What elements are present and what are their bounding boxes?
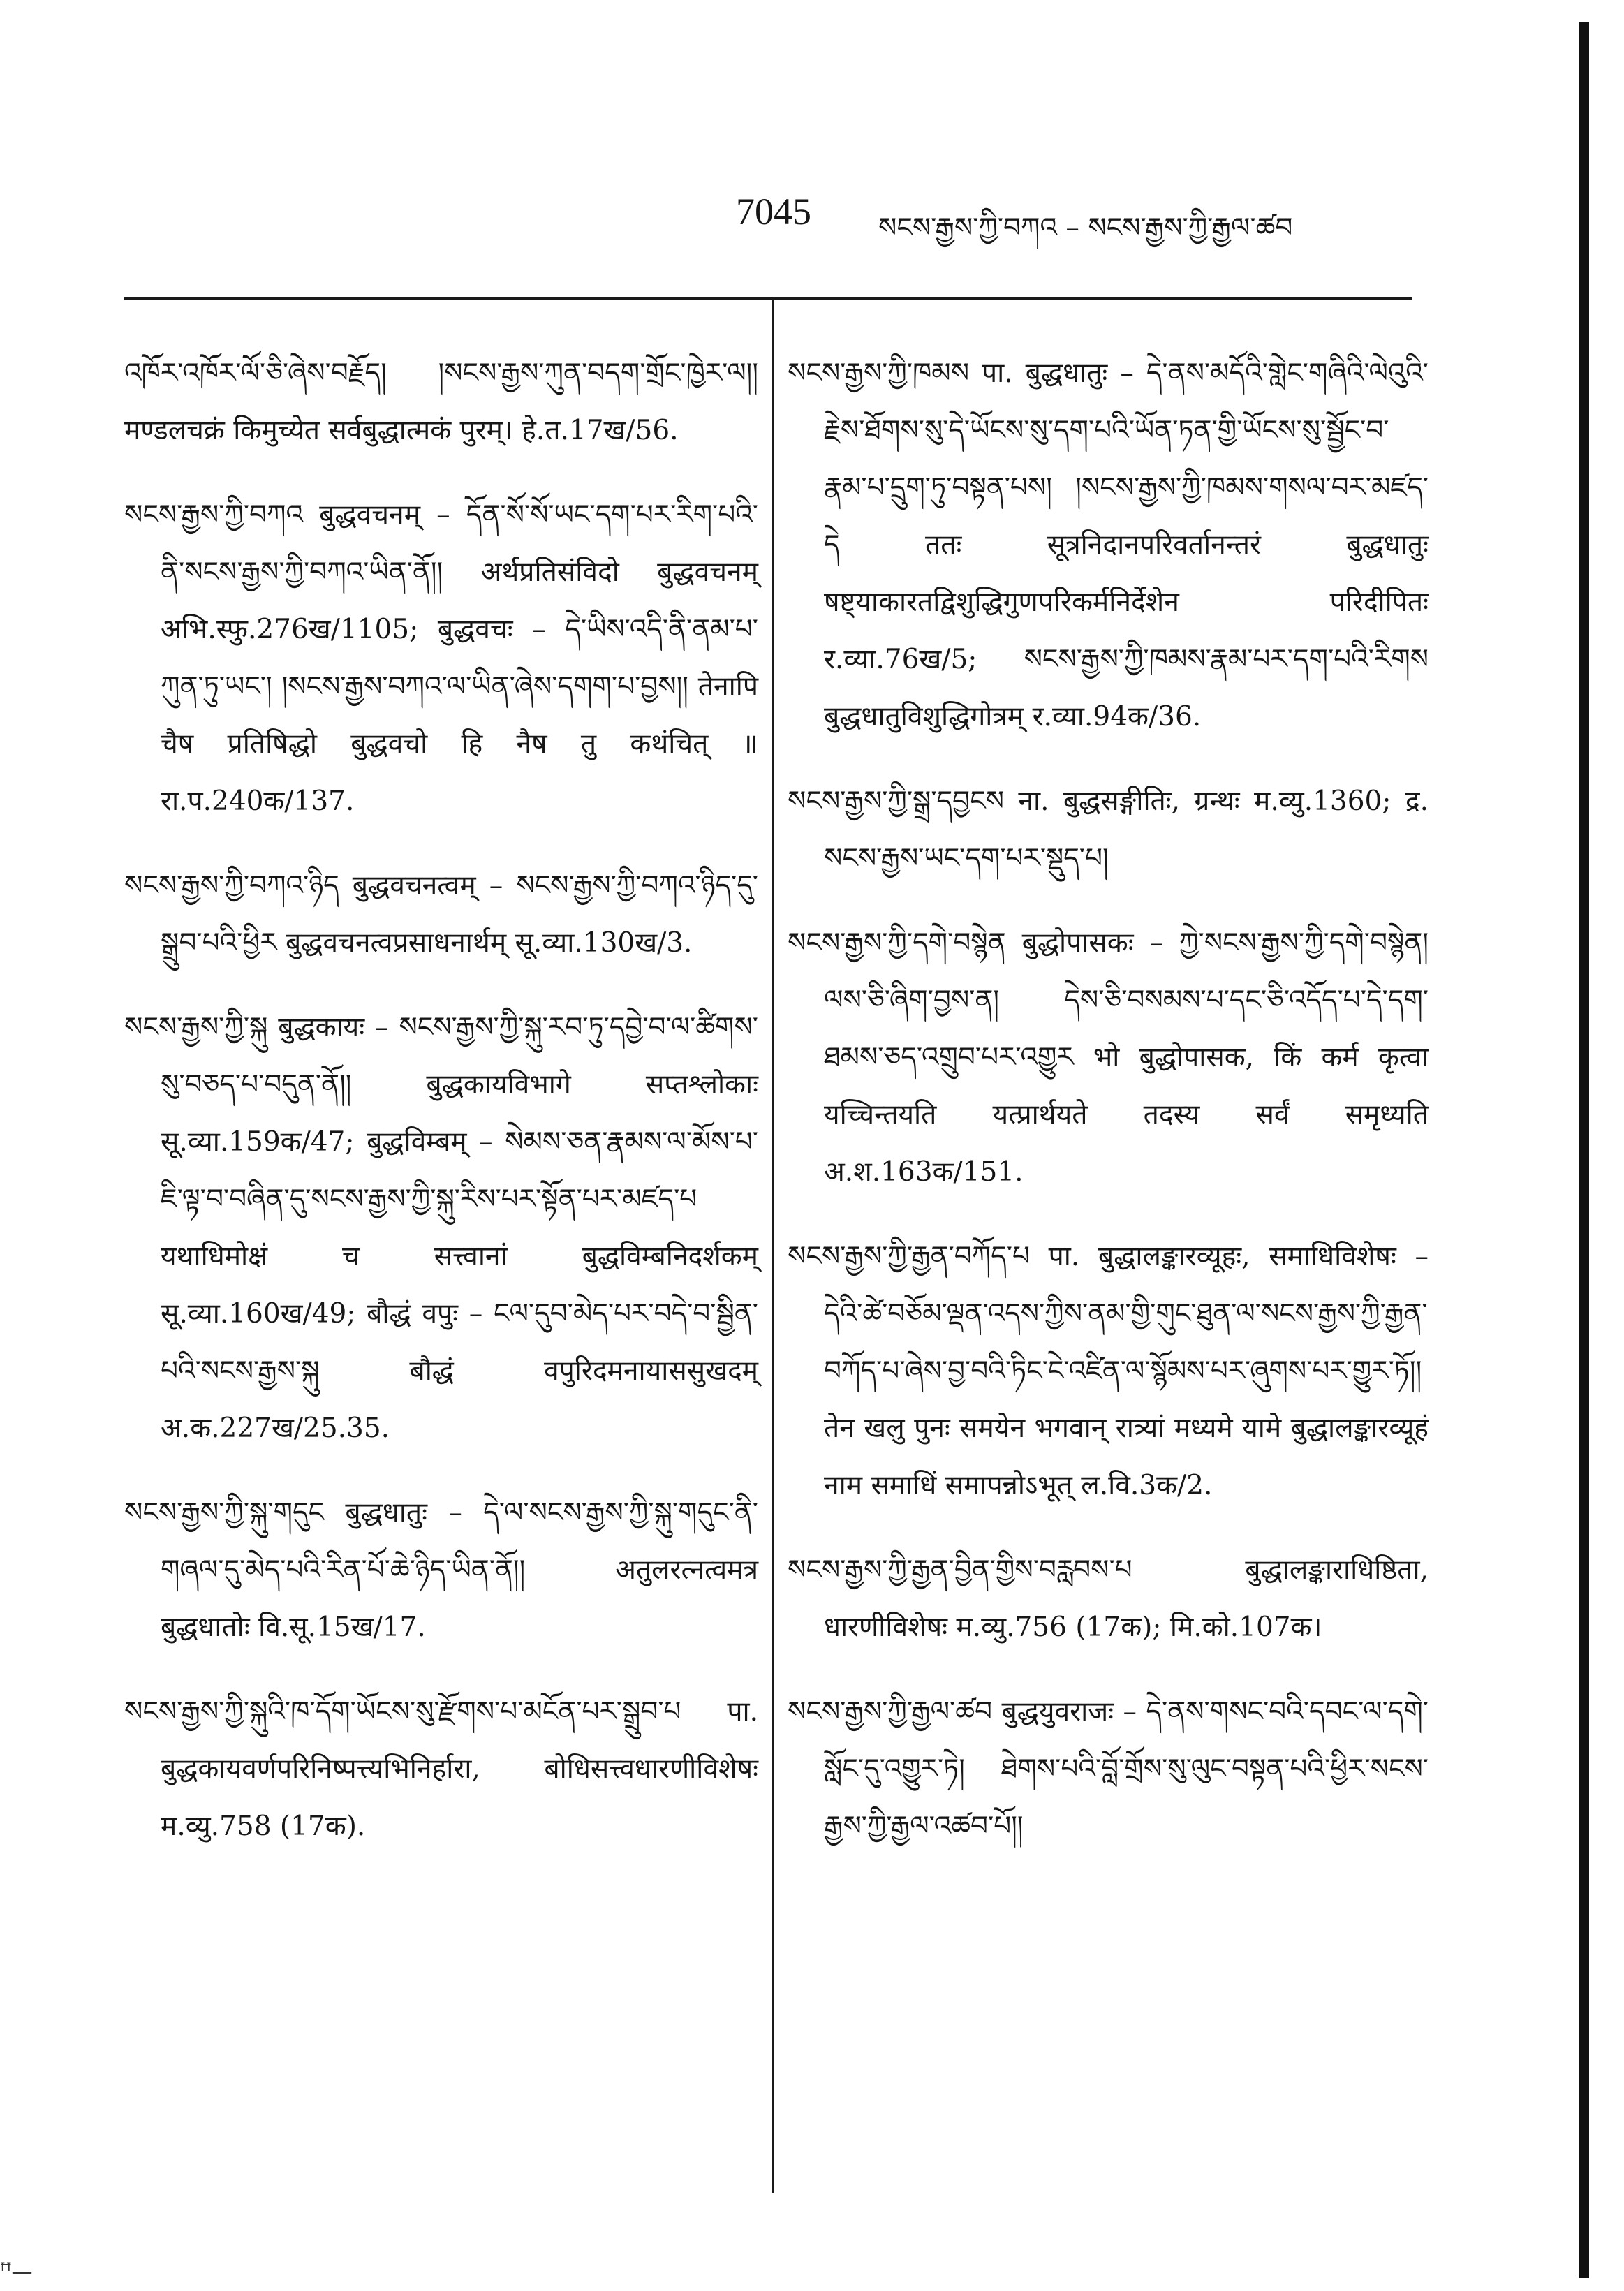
dictionary-entry: སངས་རྒྱས་ཀྱི་བཀའ बुद्धवचनम् – དོན་སོ་སོ་ཡང་དག་པར་རིག་པའི་ནི་སངས་རྒྱས་ཀྱི་བཀའ་ཡིན་ནོ།། अर्थप्रतिसंविदो बुद्धवचनम् अभि.स्फु.276ख/1105; बुद्धवचः – དེ་ཡིས་འདི་ནི་ནམ་པ་ཀུན་ཏུ་ཡང་། །སངས་རྒྱས་བཀའ་ལ་ཡིན་ཞེས་དགག་པ་བྱས།། तेनापि चैष प्रतिषिद्धो बुद्धवचो हि नैष तु कथंचित् ॥ रा.प.240क/137. <box>124 499 758 817</box>
dictionary-entry: སངས་རྒྱས་ཀྱི་རྒྱལ་ཚབ बुद्धयुवराजः – དེ་ནས་གསང་བའི་དབང་ལ་དགེ་སློང་དུ་འགྱུར་ཏེ། ཐེགས་པའི་བློ་གྲོས་སུ་ལུང་བསྟན་པའི་ཕྱིར་སངས་རྒྱས་ཀྱི་རྒྱལ་འཚབ་པོ།། <box>788 1696 1429 1842</box>
dictionary-entry: སངས་རྒྱས་ཀྱི་སྒྲ་དབྱངས ना. बुद्धसङ्गीतिः, ग्रन्थः म.व्यु.1360; द्र. སངས་རྒྱས་ཡང་དག་པར་སྡུད་པ། <box>788 786 1429 874</box>
left-column <box>124 318 758 1876</box>
right-edge-bar <box>1579 22 1589 2278</box>
dictionary-entry: སངས་རྒྱས་ཀྱི་སྐུ་གདུང बुद्धधातुः – དེ་ལ་སངས་རྒྱས་ཀྱི་སྐུ་གདུང་ནི་གཞལ་དུ་མེད་པའི་རིན་པོ་ཆེ་ཉིད་ཡིན་ནོ།། अतुलरत्नत्वमत्र बुद्धधातोः वि.सू.15ख/17. <box>124 1497 758 1643</box>
running-title: སངས་རྒྱས་ཀྱི་བཀའ – སངས་རྒྱས་ཀྱི་རྒྱལ་ཚབ <box>878 212 1293 244</box>
right-column <box>788 318 1429 1876</box>
scan-mark: ꟸ— <box>0 2260 33 2284</box>
column-divider <box>772 300 774 2193</box>
header-divider <box>124 297 1412 300</box>
page-number: 7045 <box>736 191 811 233</box>
dictionary-entry: སངས་རྒྱས་ཀྱི་ཁམས पा. बुद्धधातुः – དེ་ནས་མདོའི་གླེང་གཞིའི་ལེའུའི་རྗེས་ཐོགས་སུ་དེ་ཡོངས་སུ་དག་པའི་ཡོན་ཏན་གྱི་ཡོངས་སུ་སྦྱོང་བ་རྣམ་པ་དྲུག་ཏུ་བསྟན་པས། །སངས་རྒྱས་ཀྱི་ཁམས་གསལ་བར་མཛད་དེ ततः सूत्रनिदानपरिवर्तानन्तरं बुद्धधातुः षष्ट्याकारतद्विशुद्धिगुणपरिकर्मनिर्देशेन परिदीपितः र.व्या.76ख/5; སངས་རྒྱས་ཀྱི་ཁམས་རྣམ་པར་དག་པའི་རིགས बुद्धधातुविशुद्धिगोत्रम् र.व्या.94क/36. <box>788 358 1429 732</box>
dictionary-entry: སངས་རྒྱས་ཀྱི་རྒྱན་བྱིན་གྱིས་བརླབས་པ बुद्धालङ्काराधिष्ठिता, धारणीविशेषः म.व्यु.756 (17क); मि.को.107क। <box>788 1554 1429 1643</box>
dictionary-entry: སངས་རྒྱས་ཀྱི་རྒྱན་བཀོད་པ पा. बुद्धालङ्कारव्यूहः, समाधिविशेषः – དེའི་ཚེ་བཅོམ་ལྡན་འདས་ཀྱིས་ནམ་གྱི་གུང་ཐུན་ལ་སངས་རྒྱས་ཀྱི་རྒྱན་བཀོད་པ་ཞེས་བྱ་བའི་ཏིང་ངེ་འཛིན་ལ་སྙོམས་པར་ཞུགས་པར་གྱུར་ཏོ།། तेन खलु पुनः समयेन भगवान् रात्र्यां मध्यमे यामे बुद्धालङ्कारव्यूहं नाम समाधिं समापन्नोऽभूत् ल.वि.3क/2. <box>788 1241 1429 1501</box>
dictionary-entry: འཁོར་འཁོར་ལོ་ཅི་ཞེས་བརྗོད། །སངས་རྒྱས་ཀུན་བདག་གྲོང་ཁྱེར་ལ།། मण्डलचक्रं किमुच्येत सर्वबुद्धात्मकं पुरम्। हे.त.17ख/56. <box>124 358 758 446</box>
dictionary-entry: སངས་རྒྱས་ཀྱི་སྐུའི་ཁ་དོག་ཡོངས་སུ་རྫོགས་པ་མངོན་པར་སྒྲུབ་པ पा. बुद्धकायवर्णपरिनिष्पत्त्यभिनिर्हारा, बोधिसत्त्वधारणीविशेषः म.व्यु.758 (17क). <box>124 1696 758 1842</box>
dictionary-entry: སངས་རྒྱས་ཀྱི་བཀའ་ཉིད बुद्धवचनत्वम् – སངས་རྒྱས་ཀྱི་བཀའ་ཉིད་དུ་སྒྲུབ་པའི་ཕྱིར बुद्धवचनत्वप्रसाधनार्थम् सू.व्या.130ख/3. <box>124 870 758 959</box>
dictionary-entry: སངས་རྒྱས་ཀྱི་དགེ་བསྙེན बुद्धोपासकः – ཀྱེ་སངས་རྒྱས་ཀྱི་དགེ་བསྙེན། ལས་ཅི་ཞིག་བྱས་ན། དེས་ཅི་བསམས་པ་དང་ཅི་འདོད་པ་དེ་དག་ཐམས་ཅད་འགྲུབ་པར་འགྱུར भो बुद्धोपासक, किं कर्म कृत्वा यच्चिन्तयति यत्प्रार्थयते तदस्य सर्वं समृध्यति अ.श.163क/151. <box>788 927 1429 1188</box>
dictionary-entry: སངས་རྒྱས་ཀྱི་སྐུ बुद्धकायः – སངས་རྒྱས་ཀྱི་སྐུ་རབ་ཏུ་དབྱེ་བ་ལ་ཚིགས་སུ་བཅད་པ་བདུན་ནོ།། बुद्धकायविभागे सप्तश्लोकाः सू.व्या.159क/47; बुद्धविम्बम् – སེམས་ཅན་རྣམས་ལ་མོས་པ་ཇི་ལྟ་བ་བཞིན་དུ་སངས་རྒྱས་ཀྱི་སྐུ་རིས་པར་སྟོན་པར་མཛད་པ यथाधिमोक्षं च सत्त्वानां बुद्धविम्बनिदर्शकम् सू.व्या.160ख/49; बौद्धं वपुः – ངལ་དུབ་མེད་པར་བདེ་བ་སྦྱིན་པའི་སངས་རྒྱས་སྐུ बौद्धं वपुरिदमनायाससुखदम् अ.क.227ख/25.35. <box>124 1012 758 1444</box>
